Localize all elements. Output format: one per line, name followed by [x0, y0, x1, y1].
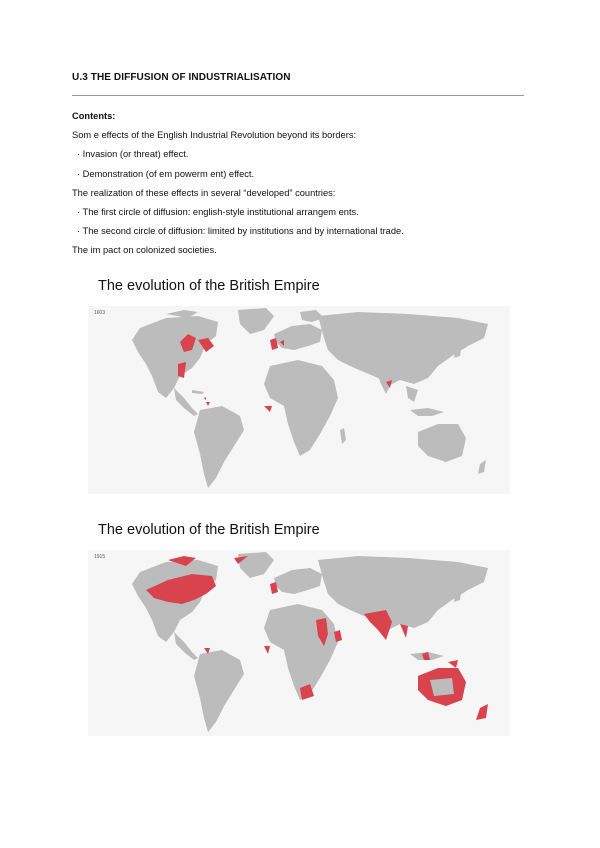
contents-line: The im pact on colonized societies. — [72, 245, 217, 256]
world-map-1915-image — [88, 550, 510, 736]
map-1-title: The evolution of the British Empire — [98, 278, 320, 294]
world-map-1603 — [88, 306, 510, 494]
contents-line: The realization of these effects in several “developed” countries: — [72, 187, 336, 198]
map-2-title: The evolution of the British Empire — [98, 522, 320, 538]
world-map-1915 — [88, 550, 510, 736]
contents-bullet: · Demonstration (of em powerm ent) effect. — [77, 168, 255, 179]
contents-section — [72, 107, 404, 261]
contents-bullet: · The second circle of diffusion: limited by institutions and by international trade. — [77, 226, 404, 237]
map-year-label: 1915 — [94, 554, 106, 560]
title-divider — [72, 95, 524, 96]
contents-heading: Contents: — [72, 111, 116, 121]
page-title: U.3 THE DIFFUSION OF INDUSTRIALISATION — [72, 72, 291, 83]
contents-bullet: · The first circle of diffusion: english-style institutional arrangem ents. — [77, 207, 359, 218]
contents-line: Som e effects of the English Industrial Revolution beyond its borders: — [72, 130, 357, 141]
contents-bullet: · Invasion (or threat) effect. — [77, 149, 189, 160]
map-year-label: 1603 — [94, 310, 106, 316]
world-map-1603-image — [88, 306, 510, 494]
